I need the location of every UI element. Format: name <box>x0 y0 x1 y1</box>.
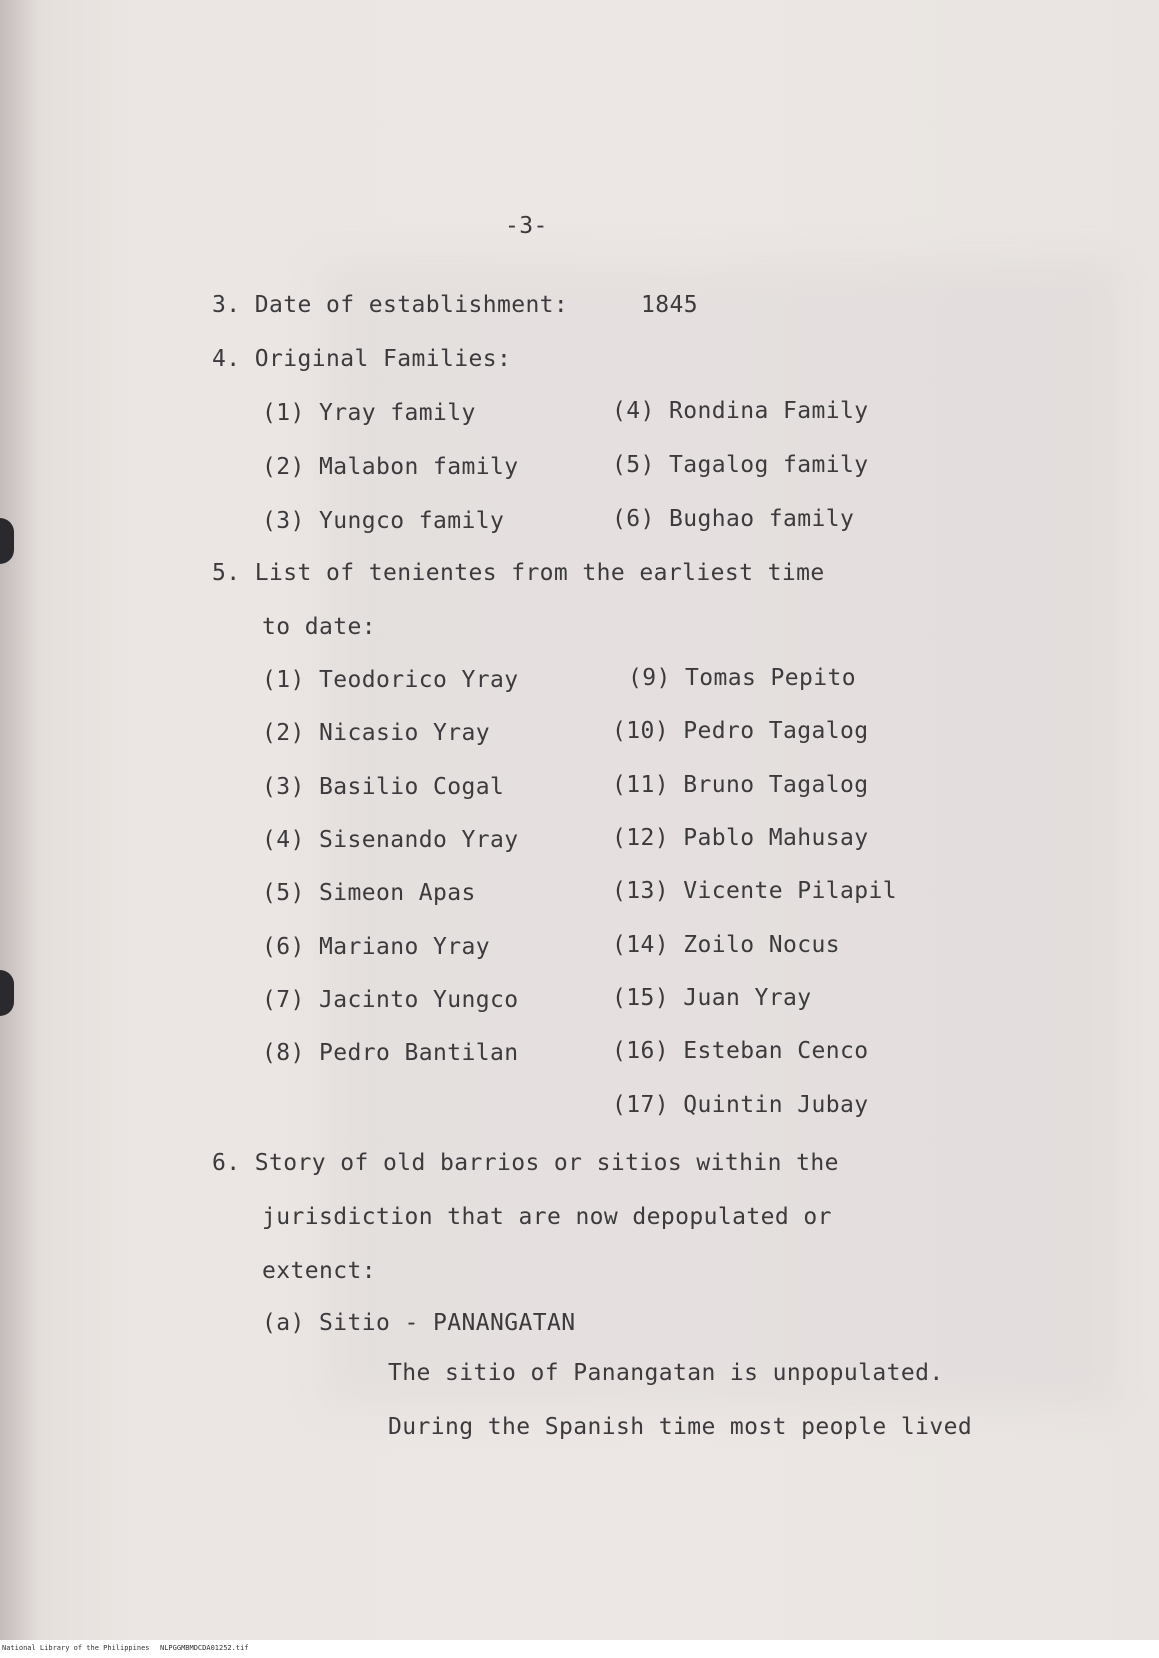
item5-line1: 5. List of tenientes from the earliest time <box>212 560 825 586</box>
item3-value: 1845 <box>641 292 698 318</box>
footer-filename: NLPGGMBMDCDA01252.tif <box>160 1644 249 1652</box>
binding-hole <box>0 518 14 564</box>
teniente-list-item: (8) Pedro Bantilan <box>262 1040 519 1066</box>
teniente-list-item: (7) Jacinto Yungco <box>262 987 519 1013</box>
teniente-list-item: (6) Mariano Yray <box>262 934 490 960</box>
teniente-list-item: (10) Pedro Tagalog <box>612 718 869 744</box>
teniente-list-item: (16) Esteban Cenco <box>612 1038 869 1064</box>
family-list-item: (4) Rondina Family <box>612 398 869 424</box>
footer-library: National Library of the Philippines <box>2 1644 150 1652</box>
teniente-list-item: (12) Pablo Mahusay <box>612 825 869 851</box>
teniente-list-item: (17) Quintin Jubay <box>612 1092 869 1118</box>
teniente-list-item: (1) Teodorico Yray <box>262 667 519 693</box>
sitio-heading: (a) Sitio - PANANGATAN <box>262 1310 576 1336</box>
page-number: -3- <box>505 213 548 239</box>
paragraph-line: The sitio of Panangatan is unpopulated. <box>388 1360 944 1386</box>
family-list-item: (1) Yray family <box>262 400 476 426</box>
teniente-list-item: (5) Simeon Apas <box>262 880 476 906</box>
scan-footer <box>0 1640 1159 1658</box>
teniente-list-item: (9) Tomas Pepito <box>628 665 856 691</box>
family-list-item: (5) Tagalog family <box>612 452 869 478</box>
teniente-list-item: (11) Bruno Tagalog <box>612 772 869 798</box>
teniente-list-item: (14) Zoilo Nocus <box>612 932 840 958</box>
family-list-item: (2) Malabon family <box>262 454 519 480</box>
item6-line2: jurisdiction that are now depopulated or <box>262 1204 832 1230</box>
item5-line2: to date: <box>262 614 376 640</box>
item6-line1: 6. Story of old barrios or sitios within the <box>212 1150 839 1176</box>
paragraph-line: During the Spanish time most people lived <box>388 1414 973 1440</box>
binding-hole <box>0 970 14 1016</box>
family-list-item: (3) Yungco family <box>262 508 505 534</box>
family-list-item: (6) Bughao family <box>612 506 855 532</box>
teniente-list-item: (3) Basilio Cogal <box>262 774 505 800</box>
binding-shadow <box>0 0 40 1640</box>
teniente-list-item: (2) Nicasio Yray <box>262 720 490 746</box>
teniente-list-item: (13) Vicente Pilapil <box>612 878 897 904</box>
teniente-list-item: (4) Sisenando Yray <box>262 827 519 853</box>
item6-line3: extenct: <box>262 1258 376 1284</box>
teniente-list-item: (15) Juan Yray <box>612 985 812 1011</box>
item3-label: 3. Date of establishment: <box>212 292 569 318</box>
item4-label: 4. Original Families: <box>212 346 512 372</box>
